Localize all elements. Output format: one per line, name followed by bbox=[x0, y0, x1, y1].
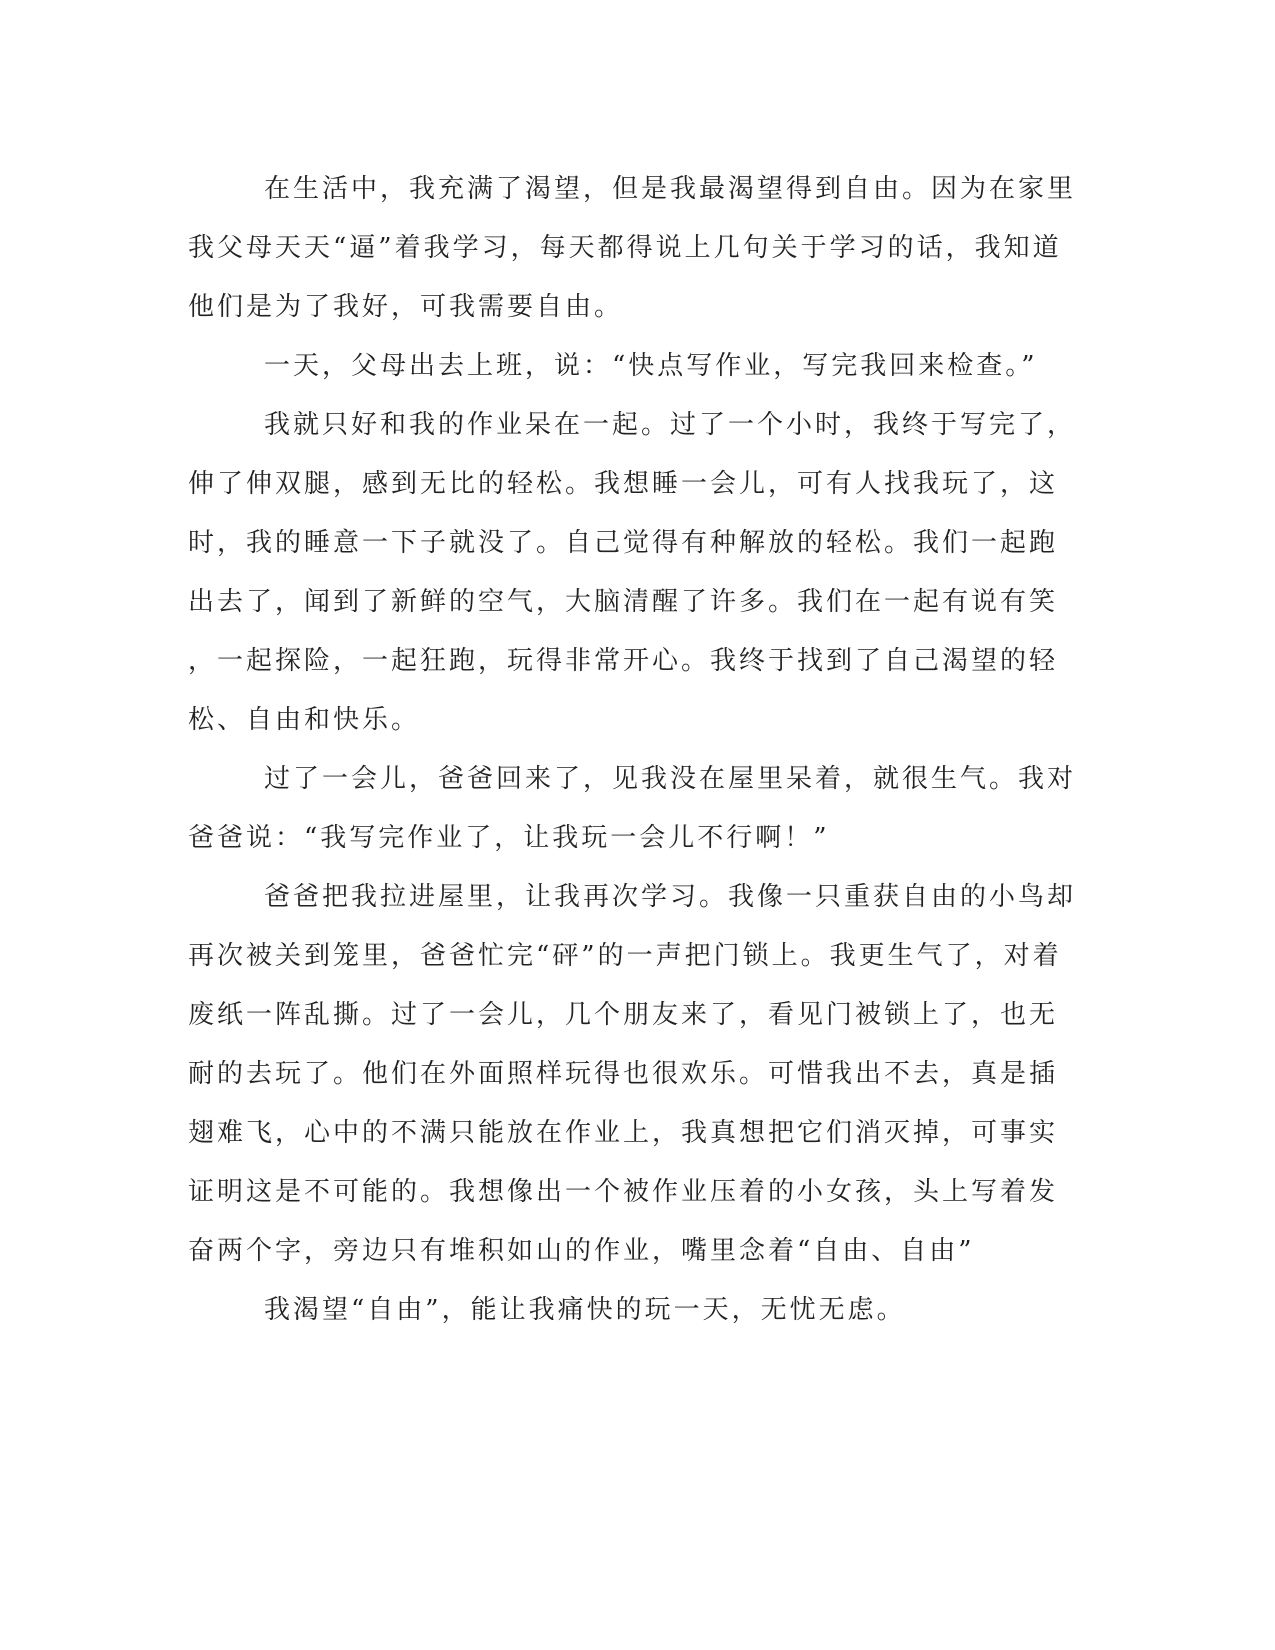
paragraph-1-line-1: 在生活中，我充满了渴望，但是我最渴望得到自由。因为在家里 bbox=[264, 174, 1077, 204]
paragraph-5-line-5: 翅难飞，心中的不满只能放在作业上，我真想把它们消灭掉，可事实 bbox=[188, 1118, 1059, 1148]
paragraph-4-line-2: 爸爸说：“我写完作业了，让我玩一会儿不行啊！” bbox=[188, 823, 830, 853]
paragraph-3-line-1: 我就只好和我的作业呆在一起。过了一个小时，我终于写完了， bbox=[264, 410, 1077, 440]
paragraph-5-line-2: 再次被关到笼里，爸爸忙完“砰”的一声把门锁上。我更生气了，对着 bbox=[188, 941, 1062, 971]
paragraph-5-line-1: 爸爸把我拉进屋里，让我再次学习。我像一只重获自由的小鸟却 bbox=[264, 882, 1077, 912]
paragraph-1-line-3: 他们是为了我好，可我需要自由。 bbox=[188, 292, 624, 322]
paragraph-5-line-6: 证明这是不可能的。我想像出一个被作业压着的小女孩，头上写着发 bbox=[188, 1177, 1059, 1207]
paragraph-6-line-1: 我渴望“自由”，能让我痛快的玩一天，无忧无虑。 bbox=[264, 1295, 906, 1325]
essay-body bbox=[188, 160, 1080, 1340]
paragraph-5-line-4: 耐的去玩了。他们在外面照样玩得也很欢乐。可惜我出不去，真是插 bbox=[188, 1059, 1059, 1089]
paragraph-2-line-1: 一天，父母出去上班，说：“快点写作业，写完我回来检查。” bbox=[264, 351, 1038, 381]
paragraph-4-line-1: 过了一会儿，爸爸回来了，见我没在屋里呆着，就很生气。我对 bbox=[264, 764, 1077, 794]
paragraph-3-line-3: 时，我的睡意一下子就没了。自己觉得有种解放的轻松。我们一起跑 bbox=[188, 528, 1059, 558]
paragraph-3-line-6: 松、自由和快乐。 bbox=[188, 705, 421, 735]
paragraph-1-line-2: 我父母天天“逼”着我学习，每天都得说上几句关于学习的话，我知道 bbox=[188, 233, 1062, 263]
paragraph-3-line-5: ，一起探险，一起狂跑，玩得非常开心。我终于找到了自己渴望的轻 bbox=[188, 646, 1059, 676]
paragraph-5-line-3: 废纸一阵乱撕。过了一会儿，几个朋友来了，看见门被锁上了，也无 bbox=[188, 1000, 1059, 1030]
paragraph-5-line-7: 奋两个字，旁边只有堆积如山的作业，嘴里念着“自由、自由” bbox=[188, 1236, 975, 1266]
paragraph-3-line-2: 伸了伸双腿，感到无比的轻松。我想睡一会儿，可有人找我玩了，这 bbox=[188, 469, 1059, 499]
paragraph-3-line-4: 出去了，闻到了新鲜的空气，大脑清醒了许多。我们在一起有说有笑 bbox=[188, 587, 1059, 617]
